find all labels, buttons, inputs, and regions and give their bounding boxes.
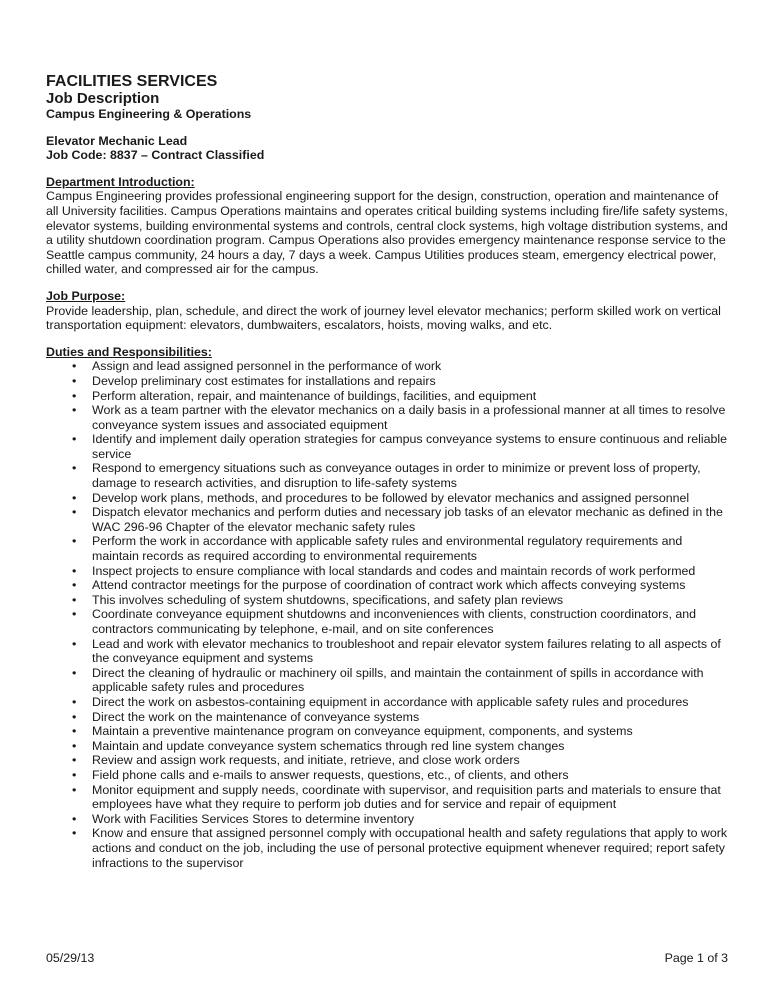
duty-item: • Field phone calls and e-mails to answer requests, questions, etc., of clients, and others <box>92 768 732 783</box>
duty-item: • Respond to emergency situations such as conveyance outages in order to minimize or prevent loss of property, damage to research activities, and disruption to life-safety systems <box>92 461 732 490</box>
duty-item: • Work as a team partner with the elevator mechanics on a daily basis in a professional manner at all times to resolve conveyance system issues and associated equipment <box>92 403 732 432</box>
department: Campus Engineering & Operations <box>46 107 252 121</box>
duty-item: • Coordinate conveyance equipment shutdowns and inconveniences with clients, construction coordinators, and contractors communicating by telephone, e-mail, and on site conferences <box>92 607 732 636</box>
duty-item: • Assign and lead assigned personnel in the performance of work <box>92 359 732 374</box>
duty-item: • Perform alteration, repair, and maintenance of buildings, facilities, and equipment <box>92 389 732 404</box>
footer-date: 05/29/13 <box>46 951 95 965</box>
duty-item: • Identify and implement daily operation strategies for campus conveyance systems to ensure continuous and reliable service <box>92 432 732 461</box>
duty-item: • Dispatch elevator mechanics and perform duties and necessary job tasks of an elevator mechanic as defined in the WAC 296-96 Chapter of the elevator mechanic safety rules <box>92 505 732 534</box>
duty-item: • Review and assign work requests, and initiate, retrieve, and close work orders <box>92 753 732 768</box>
duties-heading: Duties and Responsibilities: <box>46 344 212 359</box>
duty-item: • Maintain and update conveyance system schematics through red line system changes <box>92 739 732 754</box>
duty-item: • Maintain a preventive maintenance program on conveyance equipment, components, and systems <box>92 724 732 739</box>
purpose-heading: Job Purpose: <box>46 288 126 303</box>
purpose-text: Provide leadership, plan, schedule, and direct the work of journey level elevator mechanics; perform skilled work on vertical transportation equipment: elevators, dumbwaiters, escalators, hoists, moving walks, and etc. <box>46 303 721 333</box>
intro-heading: Department Introduction: <box>46 174 195 189</box>
job-code: Job Code: 8837 – Contract Classified <box>46 148 265 163</box>
duties-list <box>46 359 732 870</box>
page-number: Page 1 of 3 <box>664 951 728 965</box>
duty-item: • This involves scheduling of system shutdowns, specifications, and safety plan reviews <box>92 593 732 608</box>
duty-item: • Direct the work on asbestos-containing equipment in accordance with applicable safety rules and procedures <box>92 695 732 710</box>
page-footer <box>46 951 728 965</box>
duty-item: • Develop work plans, methods, and procedures to be followed by elevator mechanics and assigned personnel <box>92 491 732 506</box>
intro-text: Campus Engineering provides professional engineering support for the design, construction, operation and maintenance of all University facilities. Campus Operations maintains and operates critical building systems including fire/life safety systems, elevator systems, building environmental systems and controls, central clock systems, high voltage distribution systems, and a utility shutdown coordination program. Campus Operations also provides emergency maintenance response service to the Seattle campus community, 24 hours a day, 7 days a week. Campus Utilities produces steam, emergency electrical power, chilled water, and compressed air for the campus. <box>46 189 728 277</box>
duty-item: • Direct the cleaning of hydraulic or machinery oil spills, and maintain the containment of spills in accordance with applicable safety rules and procedures <box>92 666 732 695</box>
duty-item: • Work with Facilities Services Stores to determine inventory <box>92 812 732 827</box>
duty-item: • Attend contractor meetings for the purpose of coordination of contract work which affects conveying systems <box>92 578 732 593</box>
job-title: Elevator Mechanic Lead <box>46 133 188 148</box>
org-title: FACILITIES SERVICES <box>46 73 218 90</box>
doc-type: Job Description <box>46 90 160 107</box>
duty-item: • Lead and work with elevator mechanics to troubleshoot and repair elevator system failures relating to all aspects of the conveyance equipment and systems <box>92 637 732 666</box>
duty-item: • Know and ensure that assigned personnel comply with occupational health and safety regulations that apply to work actions and conduct on the job, including the use of personal protective equipment whenever required; report safety infractions to the supervisor <box>92 826 732 870</box>
duty-item: • Develop preliminary cost estimates for installations and repairs <box>92 374 732 389</box>
duty-item: • Monitor equipment and supply needs, coordinate with supervisor, and requisition parts and materials to ensure that employees have what they require to perform job duties and for service and repair of equipment <box>92 783 732 812</box>
duty-item: • Direct the work on the maintenance of conveyance systems <box>92 710 732 725</box>
document-page <box>46 73 732 870</box>
duty-item: • Perform the work in accordance with applicable safety rules and environmental regulatory requirements and maintain records as required according to environmental requirements <box>92 534 732 563</box>
duty-item: • Inspect projects to ensure compliance with local standards and codes and maintain records of work performed <box>92 564 732 579</box>
